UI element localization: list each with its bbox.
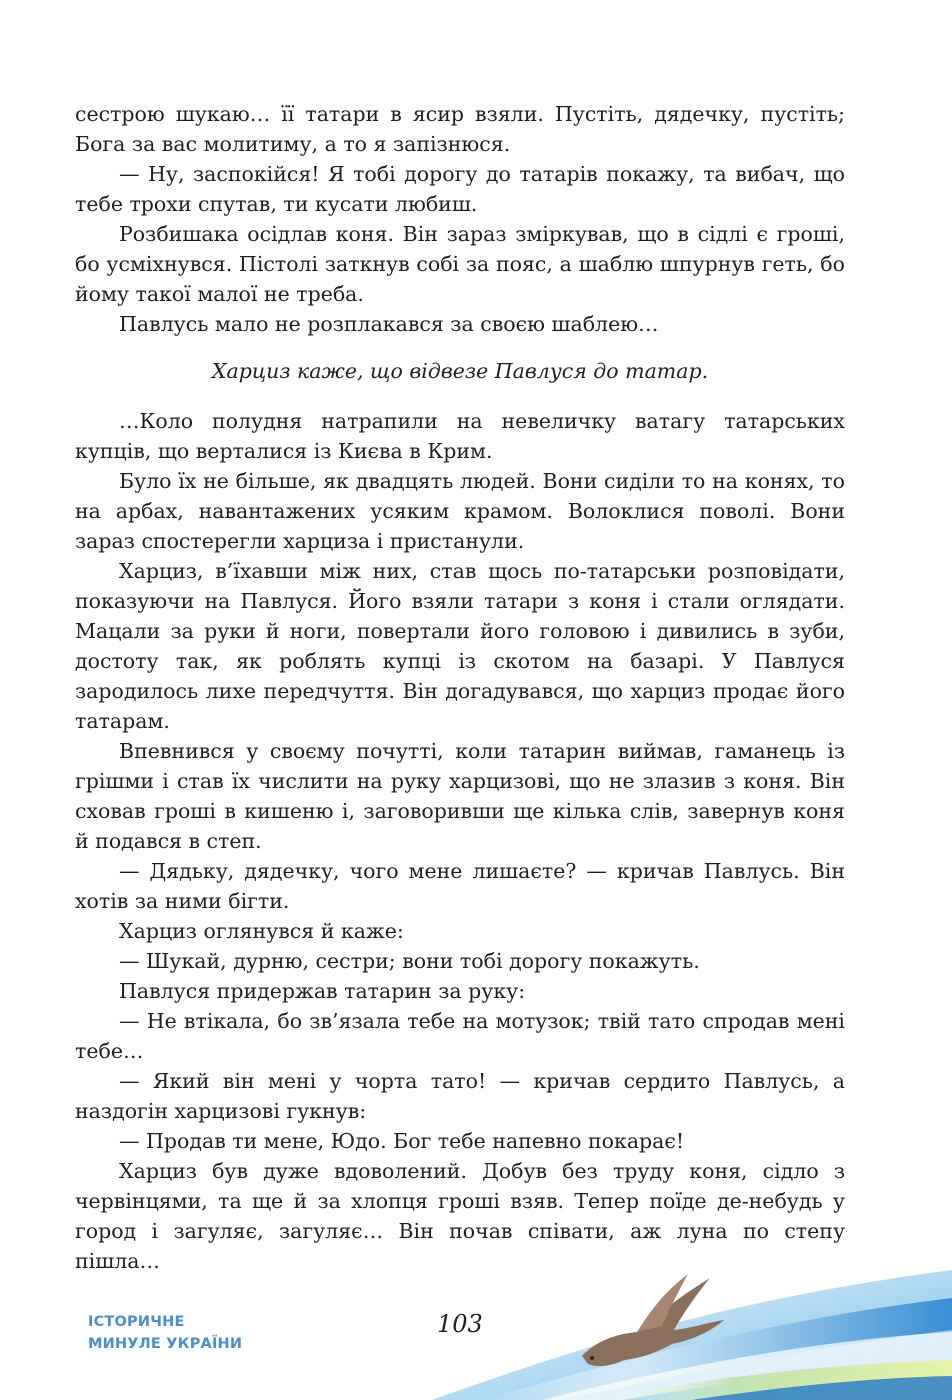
page-number: 103 bbox=[437, 1310, 483, 1338]
paragraph: Впевнився у своєму почутті, коли татарин виймав, гаманець із грішми і став їх числити на руку харцизові, що не злазив з коня. Він сховав гроші в кишеню і, заговоривши ще кілька слів, завернув коня й подався в степ. bbox=[75, 739, 845, 853]
section-subtitle: Харциз каже, що відвезе Павлуся до татар. bbox=[211, 359, 709, 383]
paragraph: — Шукай, дурню, сестри; вони тобі дорогу покажуть. bbox=[119, 949, 700, 973]
paragraph: — Який він мені у чорта тато! — кричав сердито Павлусь, а наздогін харцизові гукнув: bbox=[75, 1069, 845, 1123]
paragraph: — Дядьку, дядечку, чого мене лишаєте? — кричав Павлусь. Він хотів за ними бігти. bbox=[75, 859, 845, 913]
paragraph: сестрою шукаю… її татари в ясир взяли. Пустіть, дядечку, пустіть; Бога за вас молитиму, а то я запізнюся. bbox=[75, 102, 845, 156]
paragraph: — Ну, заспокійся! Я тобі дорогу до татарів покажу, та вибач, що тебе трохи спутав, ти кусати любиш. bbox=[75, 162, 845, 216]
paragraph: Харциз, в’їхавши між них, став щось по-татарськи розповідати, показуючи на Павлуся. Його взяли татари з коня і стали оглядати. Мацали за руки й ноги, повертали його головою і дивились в зуби, достоту так, як роблять купці із скотом на базарі. У Павлуся зародилось лихе передчуття. Він догадувався, що харциз продає його татарам. bbox=[75, 559, 845, 733]
paragraph: Розбишака осідлав коня. Він зараз зміркував, що в сідлі є гроші, бо усміхнувся. Пістолі заткнув собі за пояс, а шаблю шпурнув геть, бо йому такої малої не треба. bbox=[75, 222, 845, 306]
paragraph: Харциз оглянувся й каже: bbox=[119, 919, 404, 943]
paragraph: Харциз був дуже вдоволений. Добув без труду коня, сідло з червінцями, та ще й за хлопця гроші взяв. Тепер поїде де-небудь у город і загуляє, загуляє… Він почав співати, аж луна по степу пішла… bbox=[75, 1159, 845, 1273]
footer-brand bbox=[88, 1311, 242, 1355]
story-text bbox=[75, 99, 845, 1276]
paragraph: — Продав ти мене, Юдо. Бог тебе напевно покарає! bbox=[119, 1129, 685, 1153]
paragraph: — Не втікала, бо зв’язала тебе на мотузок; твій тато спродав мені тебе… bbox=[75, 1009, 845, 1063]
paragraph: Павлуся придержав татарин за руку: bbox=[119, 979, 526, 1003]
paragraph: …Коло полудня натрапили на невеличку ватагу татарських купців, що верталися із Києва в Крим. bbox=[75, 409, 845, 463]
brand-line-2: МИНУЛЕ УКРАЇНИ bbox=[88, 1336, 243, 1352]
paragraph: Павлусь мало не розплакався за своєю шаблею… bbox=[119, 312, 659, 336]
paragraph: Було їх не більше, як двадцять людей. Вони сиділи то на конях, то на арбах, навантажених усяким крамом. Волоклися поволі. Вони зараз спостерегли харциза і пристанули. bbox=[75, 469, 845, 553]
brand-line-1: ІСТОРИЧНЕ bbox=[88, 1314, 185, 1330]
wave-decoration bbox=[392, 1260, 952, 1400]
